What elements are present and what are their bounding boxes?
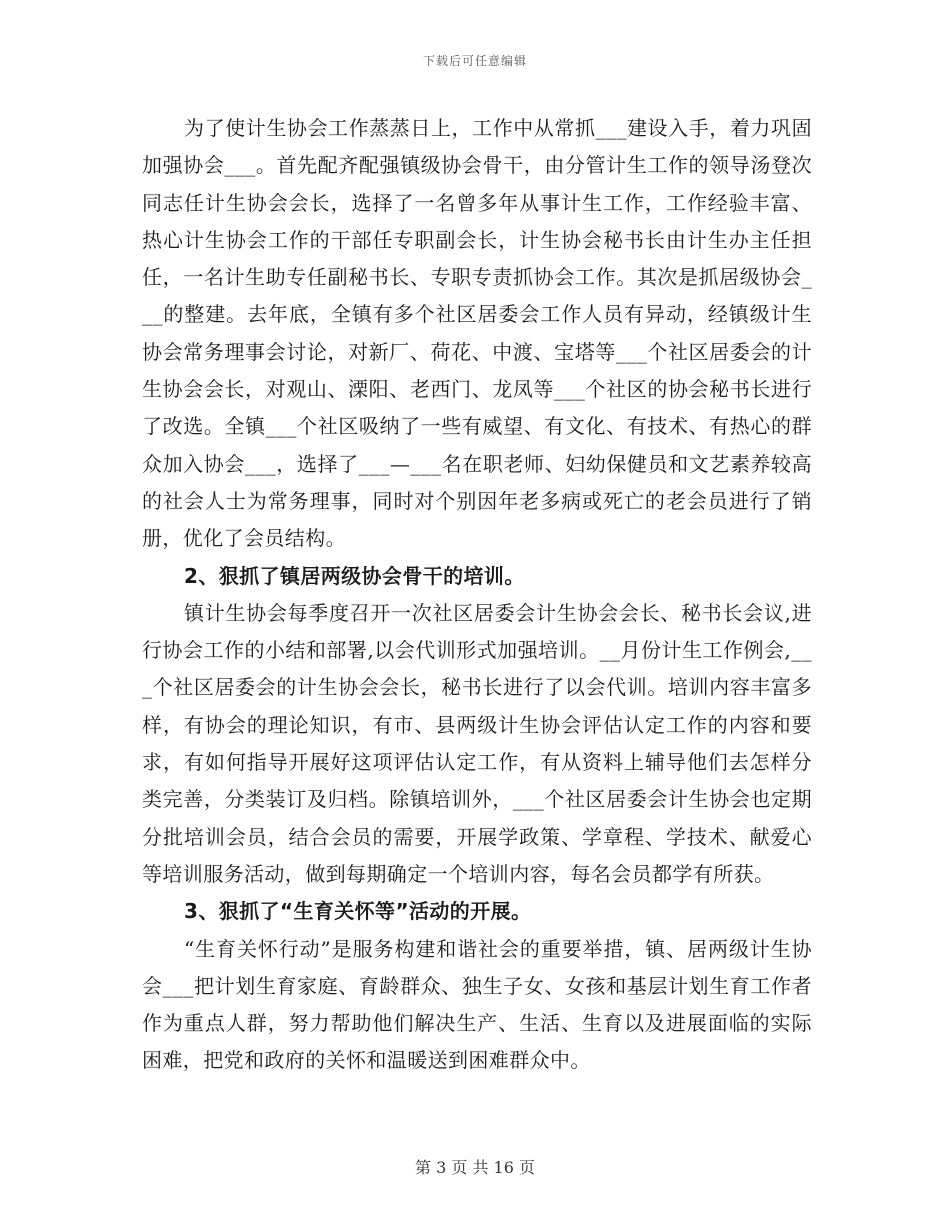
page-footer: 第 3 页 共 16 页 — [415, 1158, 535, 1177]
section-heading-training: 2、狠抓了镇居两级协会骨干的培训。 — [184, 563, 525, 588]
page-header: 下载后可任意编辑 — [422, 54, 527, 68]
paragraph-training: 镇计生协会每季度召开一次社区居委会计生协会会长、秘书长会议,进行协会工作的小结和部署,以会代训形式加强培训。__月份计生工作例会,___个社区居委会的计生协会会长，秘书长进行了以会代训。培训内容丰富多样，有协会的理论知识，有市、县两级计生协会评估认定工作的内容和要求，有如何指导开展好这项评估认定工作，有从资料上辅导他们去怎样分类完善，分类装订及归档。除镇培训外，___个社区居委会计生协会也定期分批培训会员，结合会员的需要，开展学政策、学章程、学技术、献爱心等培训服务活动，做到每期确定一个培训内容，每名会员都学有所获。 — [142, 600, 812, 886]
document-body — [142, 110, 812, 1080]
paragraph-care-activity: “生育关怀行动”是服务构建和谐社会的重要举措，镇、居两级计生协会___把计划生育家庭、育龄群众、独生子女、女孩和基层计划生育工作者作为重点人群，努力帮助他们解决生产、生活、生育以及进展面临的实际困难，把党和政府的关怀和温暖送到困难群众中。 — [142, 936, 812, 1073]
paragraph-association-building: 为了使计生协会工作蒸蒸日上，工作中从常抓___建设入手，着力巩固加强协会___。首先配齐配强镇级协会骨干，由分管计生工作的领导汤登次同志任计生协会会长，选择了一名曾多年从事计生工作，工作经验丰富、热心计生协会工作的干部任专职副会长，计生协会秘书长由计生办主任担任，一名计生助专任副秘书长、专职专责抓协会工作。其次是抓居级协会___的整建。去年底，全镇有多个社区居委会工作人员有异动，经镇级计生协会常务理事会讨论，对新厂、荷花、中渡、宝塔等___个社区居委会的计生协会会长，对观山、溧阳、老西门、龙凤等___个社区的协会秘书长进行了改选。全镇___个社区吸纳了一些有威望、有文化、有技术、有热心的群众加入协会___，选择了___—___名在职老师、妇幼保健员和文艺素养较高的社会人士为常务理事，同时对个别因年老多病或死亡的老会员进行了销册，优化了会员结构。 — [142, 116, 812, 551]
section-heading-care-activity: 3、狠抓了“生育关怀等”活动的开展。 — [184, 899, 532, 924]
